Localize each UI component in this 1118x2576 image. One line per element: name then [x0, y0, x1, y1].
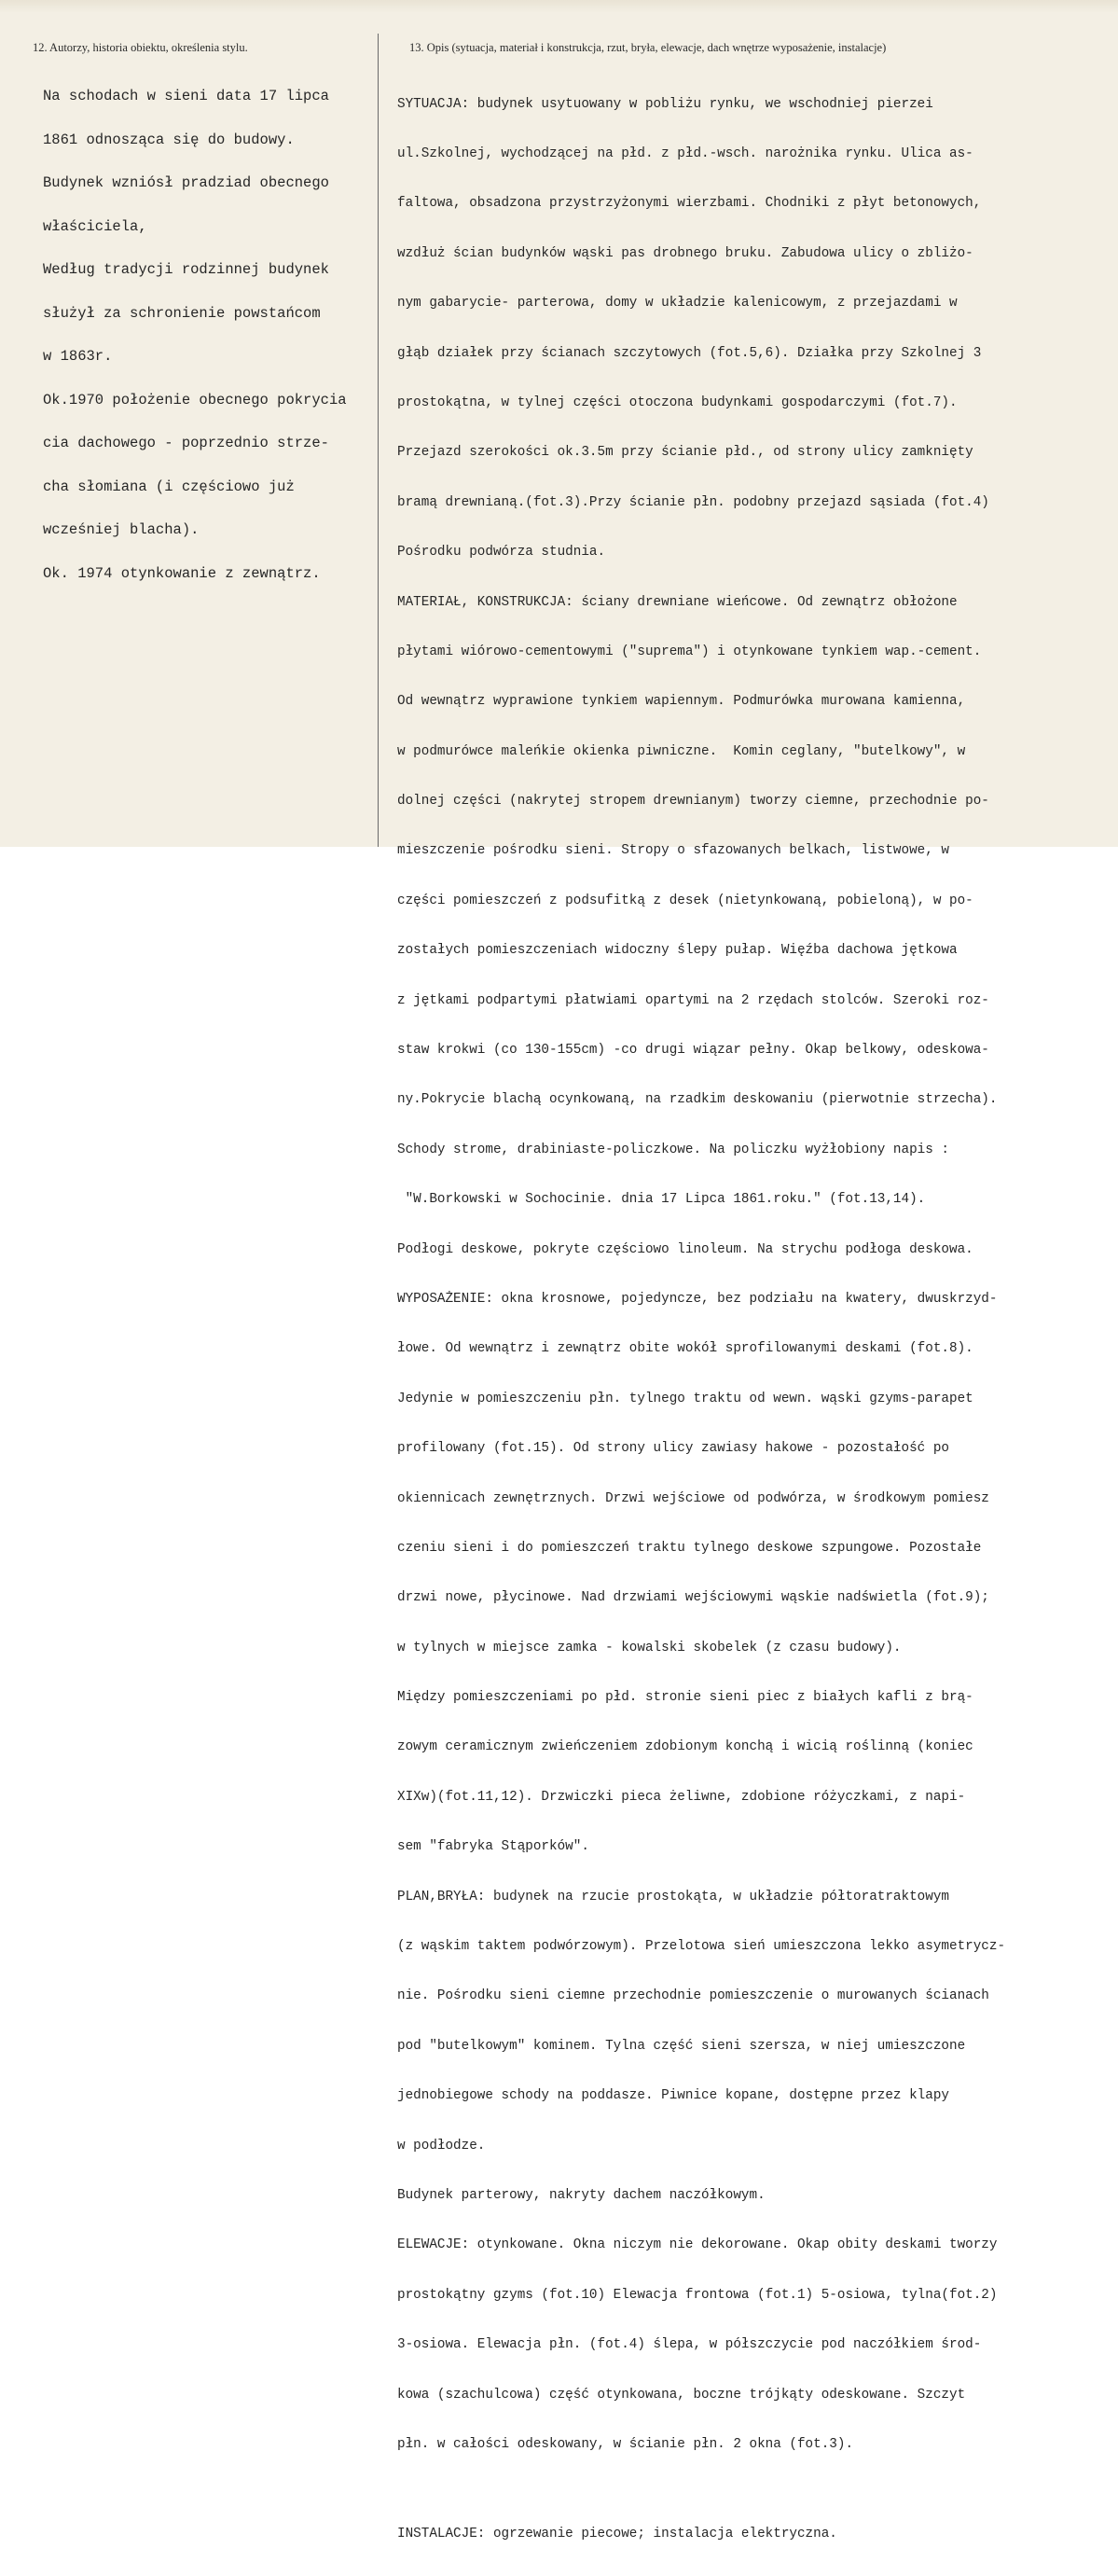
history-line: Ok.1970 położenie obecnego pokrycia: [43, 391, 347, 409]
history-line: właściciela,: [43, 217, 147, 235]
description-line: drzwi nowe, płycinowe. Nad drzwiami wejściowymi wąskie nadświetla (fot.9);: [397, 1590, 989, 1606]
description-line: XIXw)(fot.11,12). Drzwiczki pieca żeliwne, zdobione różyczkami, z napi-: [397, 1789, 966, 1805]
description-line: ny.Pokrycie blachą ocynkowaną, na rzadkim deskowaniu (pierwotnie strzecha).: [397, 1092, 998, 1108]
description-line: Budynek parterowy, nakryty dachem naczółkowym.: [397, 2188, 766, 2203]
history-line: Ok. 1974 otynkowanie z zewnątrz.: [43, 564, 321, 582]
description-line: "W.Borkowski w Sochocinie. dnia 17 Lipca 1861.roku." (fot.13,14).: [397, 1192, 926, 1208]
history-line: cia dachowego - poprzednio strze-: [43, 435, 329, 451]
description-line: wzdłuż ścian budynków wąski pas drobnego bruku. Zabudowa ulicy o zbliżo-: [397, 245, 973, 261]
description-line: Podłogi deskowe, pokryte częściowo linoleum. Na strychu podłoga deskowa.: [397, 1241, 973, 1257]
description-line: prostokątny gzyms (fot.10) Elewacja frontowa (fot.1) 5-osiowa, tylna(fot.2): [397, 2287, 998, 2303]
description-line: 3-osiowa. Elewacja płn. (fot.4) ślepa, w półszczycie pod naczółkiem środ-: [397, 2337, 982, 2353]
description-line: łowe. Od wewnątrz i zewnątrz obite wokół sprofilowanymi deskami (fot.8).: [397, 1341, 973, 1357]
history-line: wcześniej blacha).: [43, 521, 200, 538]
description-line: profilowany (fot.15). Od strony ulicy zawiasy hakowe - pozostałość po: [397, 1441, 949, 1457]
description-line: sem "fabryka Stąporków".: [397, 1839, 589, 1855]
description-line: Przejazd szerokości ok.3.5m przy ścianie płd., od strony ulicy zamknięty: [397, 445, 973, 461]
description-line: głąb działek przy ścianach szczytowych (fot.5,6). Działka przy Szkolnej 3: [397, 345, 982, 361]
description-line: PLAN,BRYŁA: budynek na rzucie prostokąta, w układzie półtoratraktowym: [397, 1889, 949, 1904]
description-line: kowa (szachulcowa) część otynkowana, boczne trójkąty odeskowane. Szczyt: [397, 2387, 966, 2403]
paragraph-gap: [397, 2486, 1005, 2493]
description-line: SYTUACJA: budynek usytuowany w pobliżu rynku, we wschodniej pierzei: [397, 96, 933, 112]
column-divider: [378, 34, 379, 847]
description-line: w podłodze.: [397, 2138, 486, 2154]
description-line: części pomieszczeń z podsufitką z desek (nietynkowaną, pobieloną), w po-: [397, 893, 973, 908]
description-line: (z wąskim taktem podwórzowym). Przelotowa sień umieszczona lekko asymetrycz-: [397, 1939, 1006, 1955]
installations-line: INSTALACJE: ogrzewanie piecowe; instalacja elektryczna.: [397, 2526, 837, 2541]
description-line: płytami wiórowo-cementowymi ("suprema") i otynkowane tynkiem wap.-cement.: [397, 644, 982, 659]
description-line: ul.Szkolnej, wychodzącej na płd. z płd.-wsch. narożnika rynku. Ulica as-: [397, 145, 973, 161]
description-line: z jętkami podpartymi płatwiami opartymi na 2 rzędach stolców. Szeroki roz-: [397, 992, 989, 1008]
description-line: Między pomieszczeniami po płd. stronie sieni piec z białych kafli z brą-: [397, 1690, 973, 1706]
description-line: Jedynie w pomieszczeniu płn. tylnego traktu od wewn. wąski gzyms-parapet: [397, 1391, 973, 1406]
description-line: pod "butelkowym" kominem. Tylna część sieni szersza, w niej umieszczone: [397, 2038, 966, 2054]
description-line: Pośrodku podwórza studnia.: [397, 545, 606, 561]
description-line: Od wewnątrz wyprawione tynkiem wapiennym. Podmurówka murowana kamienna,: [397, 694, 966, 710]
description-line: w tylnych w miejsce zamka - kowalski skobelek (z czasu budowy).: [397, 1640, 902, 1655]
description-line: w podmurówce maleńkie okienka piwniczne. Komin ceglany, "butelkowy", w: [397, 743, 966, 759]
description-line: bramą drewnianą.(fot.3).Przy ścianie płn. podobny przejazd sąsiada (fot.4): [397, 494, 989, 510]
description-line: nie. Pośrodku sieni ciemne przechodnie pomieszczenie o murowanych ścianach: [397, 1988, 989, 2004]
history-line: w 1863r.: [43, 348, 113, 365]
description-line: WYPOSAŻENIE: okna krosnowe, pojedyncze, bez podziału na kwatery, dwuskrzyd-: [397, 1291, 998, 1307]
description-line: czeniu sieni i do pomieszczeń traktu tylnego deskowe szpungowe. Pozostałe: [397, 1540, 982, 1556]
description-line: staw krokwi (co 130-155cm) -co drugi wiązar pełny. Okap belkowy, odeskowa-: [397, 1043, 989, 1059]
page-top-edge: [0, 0, 1118, 13]
description-line: zowym ceramicznym zwieńczeniem zdobionym konchą i wicią roślinną (koniec: [397, 1739, 973, 1755]
description-line: MATERIAŁ, KONSTRUKCJA: ściany drewniane wieńcowe. Od zewnątrz obłożone: [397, 594, 958, 610]
description-line: Schody strome, drabiniaste-policzkowe. Na policzku wyżłobiony napis :: [397, 1142, 949, 1157]
description-line: okiennicach zewnętrznych. Drzwi wejściowe od podwórza, w środkowym pomiesz: [397, 1490, 989, 1506]
history-line: służył za schronienie powstańcom: [43, 304, 321, 322]
history-line: cha słomiana (i częściowo już: [43, 478, 295, 495]
history-line: 1861 odnosząca się do budowy.: [43, 131, 295, 148]
description-line: nym gabarycie- parterowa, domy w układzie kalenicowym, z przejazdami w: [397, 296, 958, 312]
description-line: prostokątna, w tylnej części otoczona budynkami gospodarczymi (fot.7).: [397, 395, 958, 410]
description-text: [397, 63, 1005, 2576]
history-line: Według tradycji rodzinnej budynek: [43, 261, 329, 278]
description-line: ELEWACJE: otynkowane. Okna niczym nie dekorowane. Okap obity deskami tworzy: [397, 2237, 998, 2253]
description-line: dolnej części (nakrytej stropem drewnianym) tworzy ciemne, przechodnie po-: [397, 794, 989, 810]
description-line: jednobiegowe schody na poddasze. Piwnice kopane, dostępne przez klapy: [397, 2088, 949, 2104]
description-line: płn. w całości odeskowany, w ścianie płn. 2 okna (fot.3).: [397, 2436, 854, 2452]
description-line: faltowa, obsadzona przystrzyżonymi wierzbami. Chodniki z płyt betonowych,: [397, 196, 982, 212]
history-line: Na schodach w sieni data 17 lipca: [43, 88, 329, 104]
history-text: [43, 61, 347, 610]
description-line: zostałych pomieszczeniach widoczny ślepy pułap. Więźba dachowa jętkowa: [397, 943, 958, 959]
description-line: mieszczenie pośrodku sieni. Stropy o sfazowanych belkach, listwowe, w: [397, 843, 949, 859]
section-13-heading: 13. Opis (sytuacja, materiał i konstrukcja, rzut, bryła, elewacje, dach wnętrze wyposażenie, instalacje): [409, 41, 887, 54]
history-line: Budynek wzniósł pradziad obecnego: [43, 174, 329, 191]
section-12-heading: 12. Autorzy, historia obiektu, określenia stylu.: [33, 41, 248, 54]
